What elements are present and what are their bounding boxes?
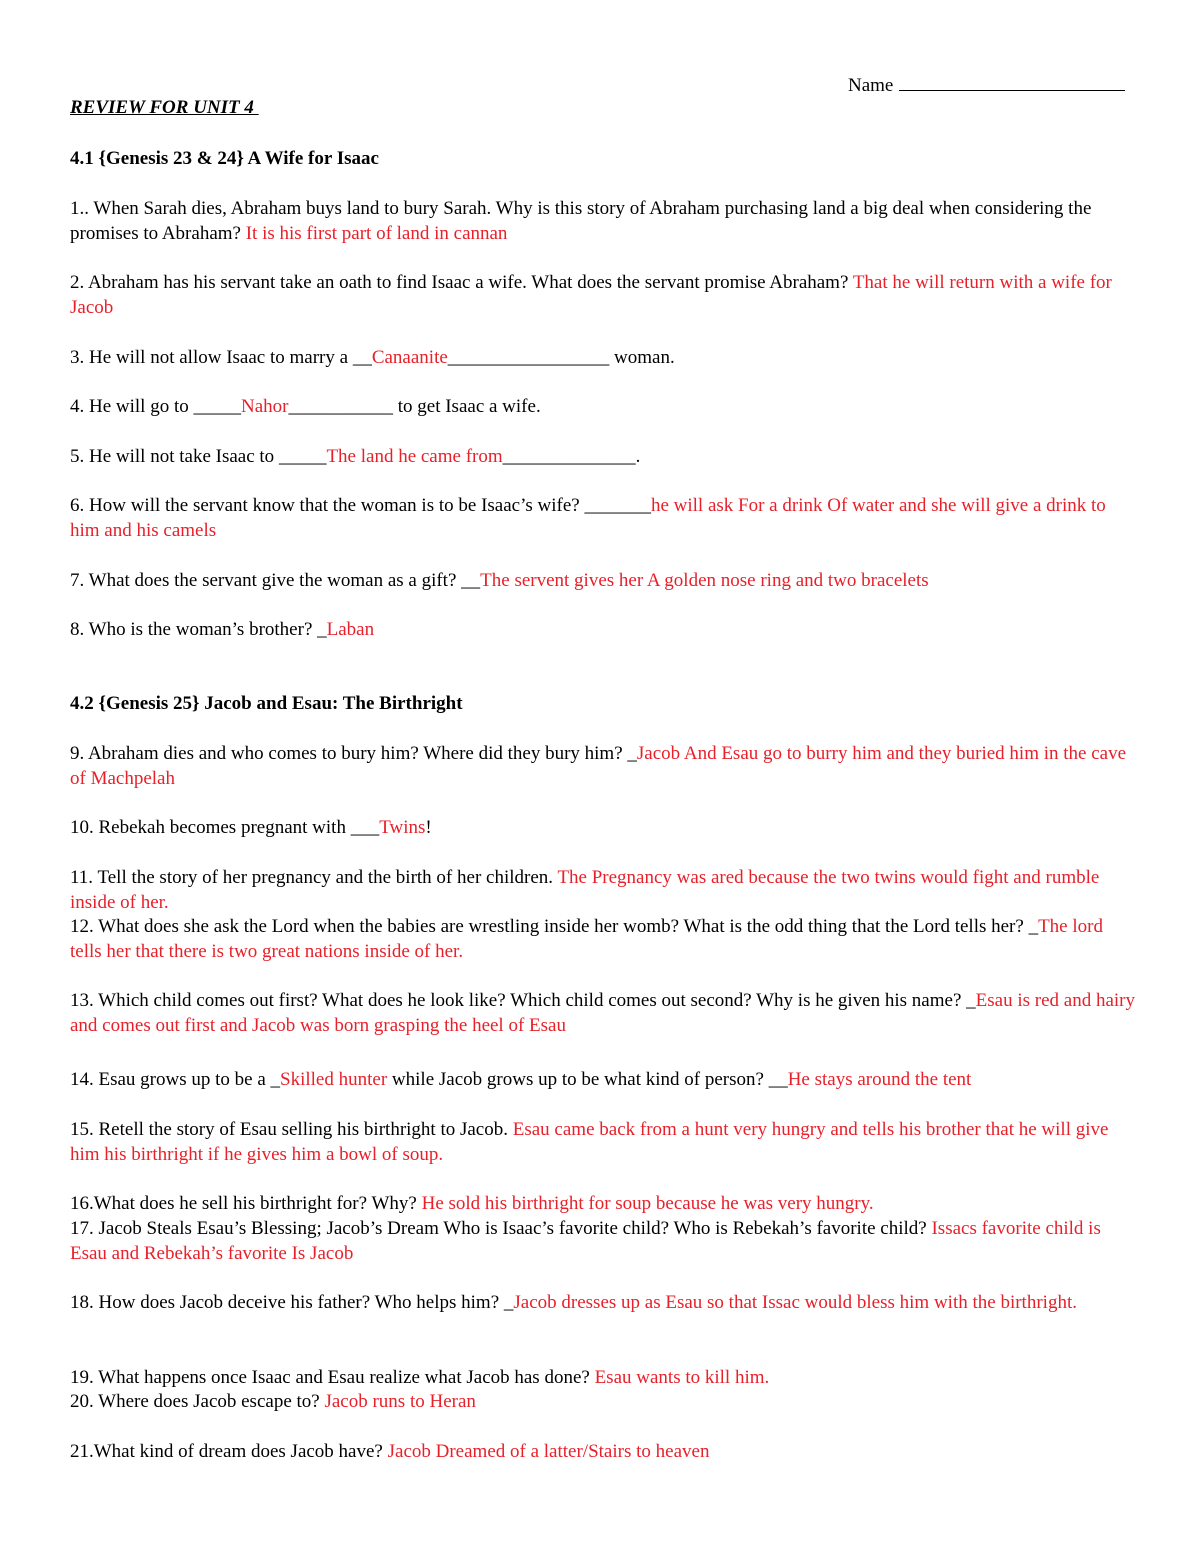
answer-text: Twins	[379, 817, 426, 838]
question-11	[70, 866, 1135, 915]
question-7	[70, 569, 1135, 594]
question-text: 9. Abraham dies and who comes to bury him? Where did they bury him?	[70, 743, 628, 764]
question-text: 4. He will go to	[70, 396, 194, 417]
question-3	[70, 346, 1135, 371]
section-heading-4-1: 4.1 {Genesis 23 & 24} A Wife for Isaac	[70, 148, 379, 169]
question-18	[70, 1291, 1135, 1316]
answer-text-2: He stays around the tent	[787, 1069, 972, 1090]
blank-line: _	[503, 1292, 514, 1313]
question-text: 2. Abraham has his servant take an oath to find Isaac a wife. What does the servant promise Abraham?	[70, 272, 853, 293]
blank-line: _	[627, 743, 637, 764]
answer-text: Jacob Dreamed of a latter/Stairs to heaven	[387, 1441, 710, 1462]
section-heading-4-2: 4.2 {Genesis 25} Jacob and Esau: The Birthright	[70, 693, 463, 714]
blank-line: _____	[193, 396, 241, 417]
question-text: 1.. When Sarah dies, Abraham buys land to bury Sarah. Why is this story of Abraham purchasing land a big deal when considering the promises to Abraham?	[70, 198, 1092, 244]
blank-line: __	[461, 570, 481, 591]
answer-text: Esau is red and hairy and comes out first and Jacob was born grasping the heel of Esau	[70, 990, 1135, 1036]
question-19	[70, 1366, 1135, 1391]
question-13	[70, 989, 1135, 1038]
answer-text: It is his first part of land in cannan	[245, 222, 508, 244]
question-text-end: !	[425, 817, 432, 838]
question-9	[70, 742, 1135, 791]
blank-line: ______________	[502, 446, 636, 467]
question-5	[70, 445, 1135, 470]
answer-text: Nahor	[241, 396, 289, 417]
page-title: REVIEW FOR UNIT 4	[70, 97, 259, 118]
name-field	[848, 72, 1125, 97]
question-text: 12. What does she ask the Lord when the babies are wrestling inside her womb? What is the odd thing that the Lord tells her?	[70, 916, 1029, 937]
blank-line: _	[966, 990, 976, 1011]
question-16	[70, 1192, 1135, 1217]
question-1	[70, 197, 1135, 246]
blank-line: ___________	[288, 396, 393, 417]
question-2	[70, 271, 1135, 320]
answer-text: Esau wants to kill him.	[594, 1367, 770, 1388]
answer-text: Issacs favorite child is Esau and Rebekah’s favorite Is Jacob	[70, 1218, 1101, 1264]
question-text: 8. Who is the woman’s brother?	[70, 619, 318, 640]
answer-text: The lord tells her that there is two great nations inside of her.	[70, 916, 1103, 962]
blank-line: __	[352, 347, 372, 368]
question-text: 11. Tell the story of her pregnancy and the birth of her children.	[70, 867, 558, 888]
question-text-end: .	[635, 446, 641, 467]
question-text: 15. Retell the story of Esau selling his birthright to Jacob.	[70, 1119, 513, 1140]
question-15	[70, 1118, 1135, 1167]
question-21	[70, 1440, 1135, 1465]
question-text: 5. He will not take Isaac to	[70, 446, 279, 467]
question-text: 21.What kind of dream does Jacob have?	[70, 1441, 388, 1462]
question-20	[70, 1390, 1135, 1415]
question-text: 10. Rebekah becomes pregnant with	[70, 817, 351, 838]
answer-text: That he will return with a wife for Jacob	[70, 272, 1112, 318]
question-14	[70, 1068, 1135, 1093]
name-blank-line[interactable]	[899, 72, 1125, 91]
question-text: 17. Jacob Steals Esau’s Blessing; Jacob’s Dream Who is Isaac’s favorite child? Who is Rebekah’s favorite child?	[70, 1218, 932, 1239]
question-17	[70, 1217, 1135, 1266]
question-text-end: woman.	[609, 347, 675, 368]
answer-text: The Pregnancy was ared because the two twins would fight and rumble inside of her.	[70, 867, 1100, 913]
question-10	[70, 816, 1135, 841]
blank-line: _______	[584, 495, 651, 516]
answer-text: Jacob runs to Heran	[324, 1391, 476, 1412]
answer-text: Laban	[326, 619, 375, 640]
question-text: 18. How does Jacob deceive his father? Who helps him?	[70, 1292, 504, 1313]
answer-text: Skilled hunter	[280, 1069, 388, 1090]
answer-text: Jacob And Esau go to burry him and they buried him in the cave of Machpelah	[70, 743, 1127, 789]
question-text: 16.What does he sell his birthright for? Why?	[70, 1193, 422, 1214]
answer-text: he will ask For a drink Of water and she will give a drink to him and his camels	[70, 495, 1106, 541]
question-text: 7. What does the servant give the woman as a gift?	[70, 570, 462, 591]
name-label: Name	[848, 75, 894, 96]
question-text: 3. He will not allow Isaac to marry a	[70, 347, 353, 368]
answer-text: Canaanite	[371, 347, 448, 368]
blank-line: ___	[350, 817, 380, 838]
answer-text: He sold his birthright for soup because he was very hungry.	[421, 1193, 874, 1214]
question-text: 13. Which child comes out first? What does he look like? Which child comes out second? Why is he given his name?	[70, 990, 967, 1011]
question-text: 14. Esau grows up to be a	[70, 1069, 271, 1090]
question-text: 6. How will the servant know that the woman is to be Isaac’s wife?	[70, 495, 585, 516]
question-4	[70, 395, 1135, 420]
question-8	[70, 618, 1135, 643]
question-text: 20. Where does Jacob escape to?	[70, 1391, 325, 1412]
question-text-mid: while Jacob grows up to be what kind of person?	[387, 1069, 769, 1090]
answer-text: The servent gives her A golden nose ring and two bracelets	[480, 570, 929, 591]
question-12	[70, 915, 1135, 964]
blank-line: _	[270, 1069, 281, 1090]
blank-line: _____	[278, 446, 327, 467]
blank-line: _	[1028, 916, 1039, 937]
blank-line: _	[317, 619, 327, 640]
answer-text: Jacob dresses up as Esau so that Issac would bless him with the birthright.	[513, 1292, 1077, 1313]
blank-line: _________________	[447, 347, 610, 368]
question-text-end: to get Isaac a wife.	[392, 396, 541, 417]
question-text: 19. What happens once Isaac and Esau realize what Jacob has done?	[70, 1367, 595, 1388]
answer-text: The land he came from	[326, 446, 503, 467]
answer-text: Esau came back from a hunt very hungry and tells his brother that he will give him his birthright if he gives him a bowl of soup.	[70, 1119, 1109, 1165]
blank-line: __	[768, 1069, 788, 1090]
question-6	[70, 494, 1135, 543]
